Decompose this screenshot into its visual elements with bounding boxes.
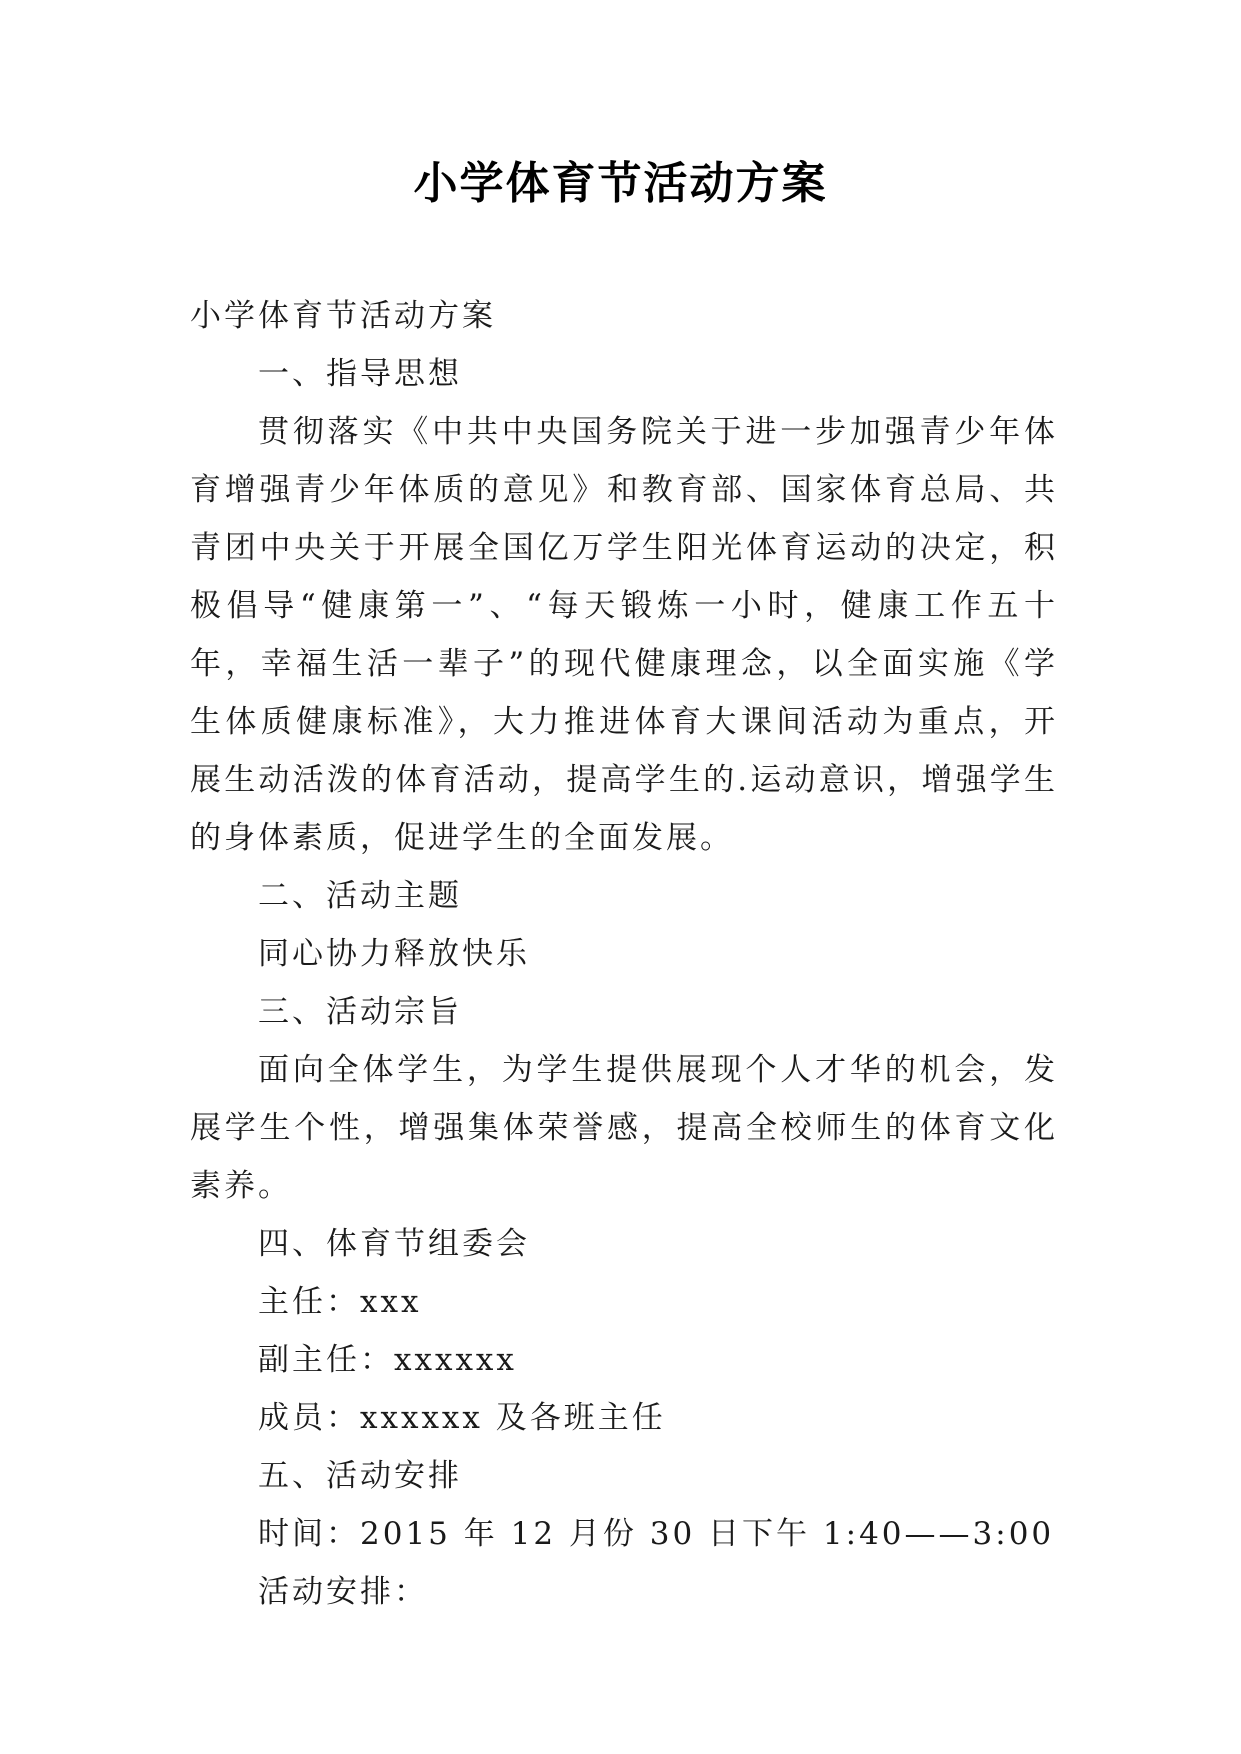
- committee-members: 成员：xxxxxx 及各班主任: [258, 1400, 666, 1436]
- activity-purpose-paragraph: 面向全体学生，为学生提供展现个人才华的机会，发展学生个性，增强集体荣誉感，提高全校师生的体育文化素养。: [190, 1052, 1058, 1204]
- section-heading-organizing-committee: 四、体育节组委会: [258, 1226, 530, 1262]
- document-title: 小学体育节活动方案: [413, 158, 828, 209]
- section-heading-guiding-ideology: 一、指导思想: [258, 356, 462, 392]
- document-subtitle: 小学体育节活动方案: [190, 298, 496, 334]
- guiding-ideology-paragraph: 贯彻落实《中共中央国务院关于进一步加强青少年体育增强青少年体质的意见》和教育部、国家体育总局、共青团中央关于开展全国亿万学生阳光体育运动的决定，积极倡导“健康第一”、“每天锻炼一小时，健康工作五十年，幸福生活一辈子”的现代健康理念，以全面实施《学生体质健康标准》，大力推进体育大课间活动为重点，开展生动活泼的体育活动，提高学生的.运动意识，增强学生的身体素质，促进学生的全面发展。: [190, 414, 1058, 856]
- activity-theme-text: 同心协力释放快乐: [258, 936, 530, 972]
- section-heading-activity-theme: 二、活动主题: [258, 878, 462, 914]
- document-body: [190, 287, 1058, 1621]
- section-heading-activity-purpose: 三、活动宗旨: [258, 994, 462, 1030]
- schedule-arrangement-label: 活动安排：: [258, 1574, 428, 1610]
- section-heading-activity-schedule: 五、活动安排: [258, 1458, 462, 1494]
- committee-vice-director: 副主任：xxxxxx: [258, 1342, 517, 1378]
- schedule-time: 时间：2015 年 12 月份 30 日下午 1:40——3:00: [258, 1516, 1055, 1552]
- committee-director: 主任：xxx: [258, 1284, 422, 1320]
